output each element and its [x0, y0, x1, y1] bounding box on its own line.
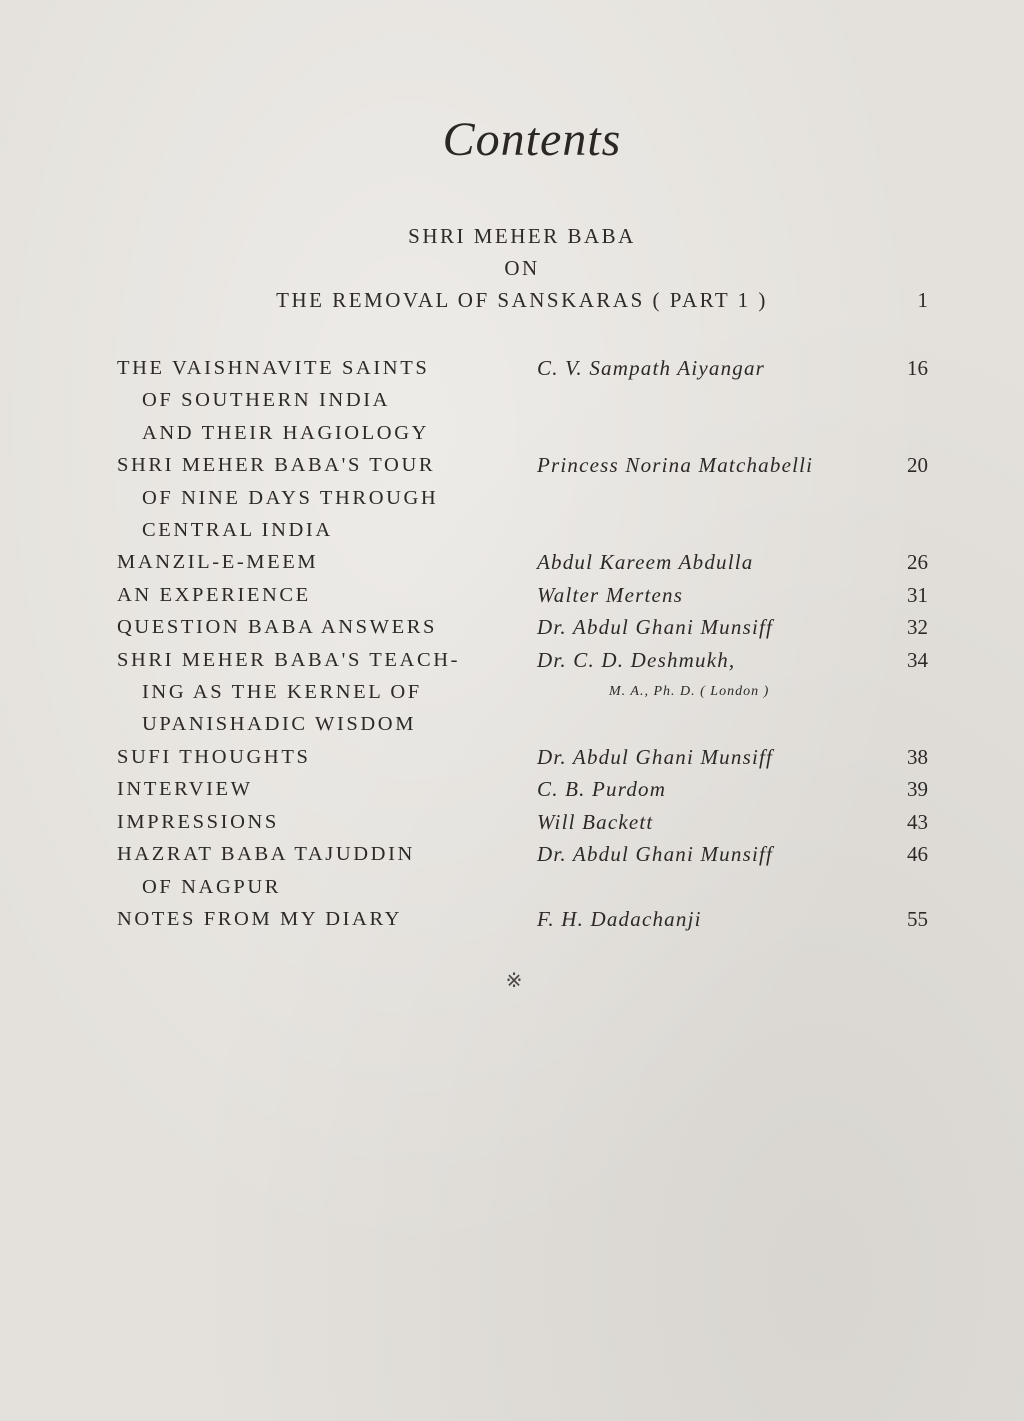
contents-entry: [0, 546, 1024, 578]
entry-title-line: SUFI THOUGHTS: [117, 745, 311, 768]
entry-title: [117, 546, 517, 578]
entry-author-name: Walter Mertens: [537, 582, 684, 607]
entry-title-line: IMPRESSIONS: [117, 810, 279, 833]
entry-author-name: Dr. Abdul Ghani Munsiff: [537, 744, 774, 769]
entry-author: [537, 546, 877, 578]
entry-author: [537, 352, 877, 384]
entry-title-line: THE VAISHNAVITE SAINTS: [117, 357, 430, 379]
entry-author: [537, 449, 877, 481]
entry-title-line: AN EXPERIENCE: [117, 583, 311, 606]
entry-author: [537, 741, 877, 773]
entry-title-line: OF NAGPUR: [142, 875, 282, 898]
lead-article-page-number: 1: [917, 288, 928, 312]
ornament-icon: ※: [505, 970, 523, 992]
entry-title-line: MANZIL-E-MEEM: [117, 551, 319, 574]
entry-title: [117, 806, 517, 838]
entry-page-number: 32: [907, 615, 928, 640]
contents-entry: [0, 806, 1024, 838]
entry-title-line: QUESTION BABA ANSWERS: [117, 616, 437, 639]
contents-entry: [0, 449, 1024, 546]
entry-title-line: NOTES FROM MY DIARY: [117, 907, 402, 930]
entry-title-line: UPANISHADIC WISDOM: [142, 713, 417, 736]
contents-entry: [0, 773, 1024, 805]
entry-author-name: C. B. Purdom: [537, 777, 667, 802]
lead-article-line-3: THE REMOVAL OF SANSKARAS ( PART 1 ): [276, 288, 768, 312]
entry-author-credentials: M. A., Ph. D. ( London ): [609, 684, 770, 700]
entry-title: [117, 611, 517, 643]
entry-title: [117, 352, 517, 449]
entry-author-name: Dr. C. D. Deshmukh,: [537, 647, 736, 672]
entry-author: [537, 838, 877, 870]
entry-author: [537, 806, 877, 838]
entry-title-line: ING AS THE KERNEL OF: [142, 681, 422, 704]
contents-list: [0, 352, 1024, 935]
entry-title-line: SHRI MEHER BABA'S TEACH-: [117, 648, 461, 671]
entry-author: [537, 644, 877, 708]
entry-title: [117, 773, 517, 805]
lead-article-line-1: SHRI MEHER BABA: [408, 224, 636, 248]
entry-title: [117, 741, 517, 773]
entry-page-number: 43: [907, 809, 928, 834]
entry-title-line: HAZRAT BABA TAJUDDIN: [117, 843, 415, 866]
entry-title-line: CENTRAL INDIA: [142, 519, 333, 542]
page-title: Contents: [442, 113, 622, 166]
entry-title: [117, 449, 517, 546]
entry-page-number: 55: [907, 906, 928, 931]
entry-author-name: F. H. Dadachanji: [537, 906, 702, 931]
contents-entry: [0, 741, 1024, 773]
entry-author: [537, 773, 877, 805]
entry-title: [117, 903, 517, 935]
entry-page-number: 34: [907, 647, 928, 672]
entry-page-number: 39: [907, 777, 928, 802]
contents-entry: [0, 352, 1024, 449]
entry-page-number: 38: [907, 744, 928, 769]
entry-author-name: Princess Norina Matchabelli: [537, 453, 814, 478]
entry-author-name: Dr. Abdul Ghani Munsiff: [537, 615, 774, 640]
lead-article-line-2: ON: [504, 256, 540, 280]
entry-author-name: C. V. Sampath Aiyangar: [537, 356, 766, 380]
entry-page-number: 31: [907, 582, 928, 607]
contents-entry: [0, 644, 1024, 741]
entry-author: [537, 903, 877, 935]
entry-author: [537, 579, 877, 611]
entry-title-line: INTERVIEW: [117, 778, 253, 801]
entry-title: [117, 644, 517, 741]
entry-title-line: OF SOUTHERN INDIA: [142, 389, 391, 412]
entry-title-line: OF NINE DAYS THROUGH: [142, 486, 439, 509]
entry-page-number: 46: [907, 842, 928, 867]
entry-author-name: Will Backett: [537, 809, 654, 834]
contents-entry: [0, 611, 1024, 643]
entry-page-number: 26: [907, 550, 928, 575]
contents-entry: [0, 903, 1024, 935]
entry-page-number: 16: [907, 356, 928, 380]
contents-entry: [0, 579, 1024, 611]
contents-entry: [0, 838, 1024, 903]
entry-title: [117, 838, 517, 903]
entry-title-line: AND THEIR HAGIOLOGY: [142, 421, 430, 444]
entry-author-name: Abdul Kareem Abdulla: [537, 550, 754, 575]
entry-page-number: 20: [907, 453, 928, 478]
entry-title-line: SHRI MEHER BABA'S TOUR: [117, 454, 436, 477]
entry-title: [117, 579, 517, 611]
entry-author-name: Dr. Abdul Ghani Munsiff: [537, 842, 774, 867]
entry-author: [537, 611, 877, 643]
